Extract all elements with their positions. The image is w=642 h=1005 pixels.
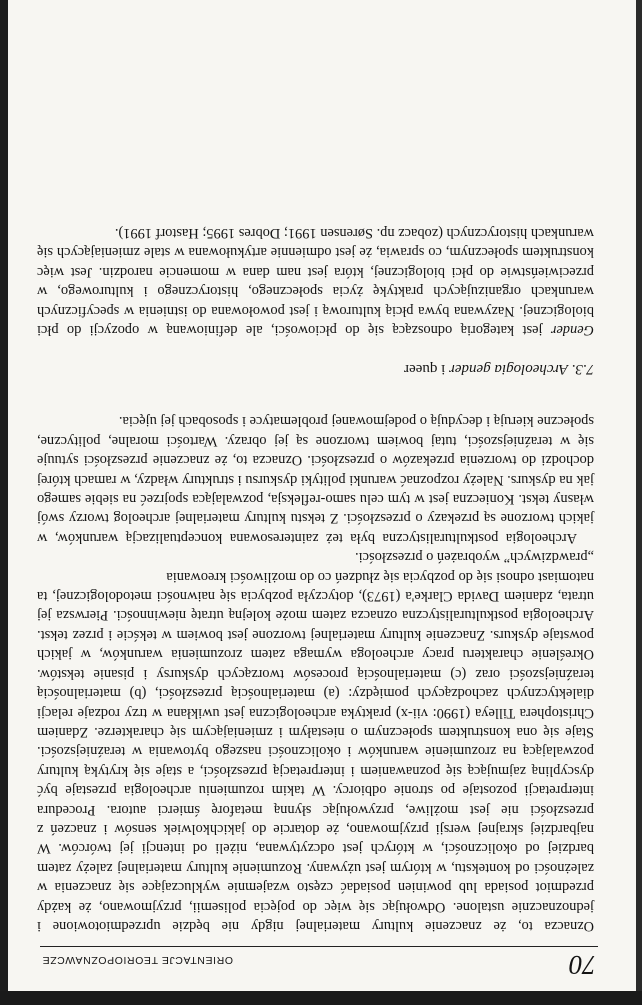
paragraph-1: Oznacza to, że znaczenie kultury materialnej nigdy nie będzie uprzedmiotowione i jednoznacznie ustalone. Odwołując się więc do pojęcia polisemii, przyjmowano, że każdy przedmiot posiada lub powinien posiadać często wzajemnie wykluczające się znaczenia w zależności od kontekstu, w którym jest używany. Rozumienie kultury materialnej zależy zatem bardziej od okoliczności, w których jest odczytywana, niżeli od intencji jej twórców. W najbardziej skrajnej wersji przyjmowano, że dotarcie do jakichkolwiek sensów i znaczeń z przeszłości nie jest możliwe, przywołując słynną metaforę śmierci autora. Procedura interpretacji pozostaje po stronie odbiorcy. W takim rozumieniu archeologia przestaje być dyscypliną zajmującą się poznawaniem i interpretacją przeszłości, a staje się krytyką kultury pozwalającą na zrozumienie warunków i okoliczności naszego bytowania w teraźniejszości. Staje się ona konstruktem społecznym o niestałym i zmieniającym się charakterze. Zdaniem Christophera Tilleya (1990: vii-x) praktyka archeologiczna jest uwikłana w trzy rodzaje relacji dialektycznych zachodzących pomiędzy: (a) materialnością przeszłości, (b) materialnością teraźniejszości oraz (c) materialnością procesów tworzących dyskursy i pisanie tekstów. Określenie charakteru pracy archeologa wymaga zatem zrozumienia warunków, w jakich powstaje dyskurs. Znaczenie kultury materialnej tworzone jest bowiem w tekście i przez tekst. Archeologia postkulturalistyczna oznacza zatem może kolejną utratę niewinności. Pierwsza jej utrata, zdaniem Davida Clarke'a (1973), dotyczyła pozbycia się naiwności metodologicznej, ta natomiast odnosi się do pozbycia się złudzeń co do możliwości kreowania	[37, 568, 594, 934]
scanner-edge-right	[636, 0, 642, 1005]
scanner-edge-bottom	[0, 991, 642, 1005]
section-number: 7.3.	[571, 361, 594, 378]
section-heading	[37, 359, 594, 378]
paragraph-4	[37, 223, 594, 339]
paragraph-4-text: jest kategorią odnoszącą się do płciowości, ale definiowaną w opozycji do płci biologicznej. Nazywana bywa płcią kulturową i jest powołowana do istnienia w specyficznych warunkach organizujących praktykę życia społecznego, historycznego i kulturowego, w przeciwieństwie do płci biologicznej, która jest nam dana w momencie narodzin. Jest więc konstruktem społecznym, co sprawia, że jest odmiennie artykułowana w stale zmieniających się warunkach historycznych (zobacz np. Sørensen 1991; Dobres 1995; Hastorf 1991).	[37, 225, 594, 339]
section-title-rest: i queer	[404, 361, 446, 378]
header-rule	[40, 946, 598, 947]
paragraph-2: „prawdziwych” wyobrażeń o przeszłości.	[355, 549, 594, 566]
body-text	[37, 223, 594, 935]
page-header	[42, 951, 596, 985]
section-title-italic: Archeologia gender	[449, 361, 569, 378]
page-number: 70	[569, 950, 596, 980]
running-head: ORIENTACJE TEORIOPOZNAWCZE	[42, 954, 233, 966]
rotated-book-page	[8, 0, 636, 991]
scanner-edge-left	[0, 0, 8, 1005]
gender-term: Gender	[550, 322, 594, 339]
paragraph-3: Archeologia postkulturalistyczna była też zainteresowana konceptualizacją warunków, w jakich tworzone są przekazy o przeszłości. Z tekstu kultury materialnej archeolog tworzy swój własny tekst. Konieczna jest w tym celu samo-refleksja, pozwalająca spojrzeć na siebie samego jak na dyskurs. Należy rozpoznać warunki polityki dyskursu i struktury władzy, w ramach której dochodzi do tworzenia przekazów o przeszłości. Oznacza to, że znaczenie przeszłości sytuuje się w teraźniejszości, tutaj bowiem tworzone są jej obrazy. Wartości moralne, polityczne, społeczne kierują i decydują o podejmowanej problematyce i sposobach jej ujęcia.	[37, 413, 594, 546]
